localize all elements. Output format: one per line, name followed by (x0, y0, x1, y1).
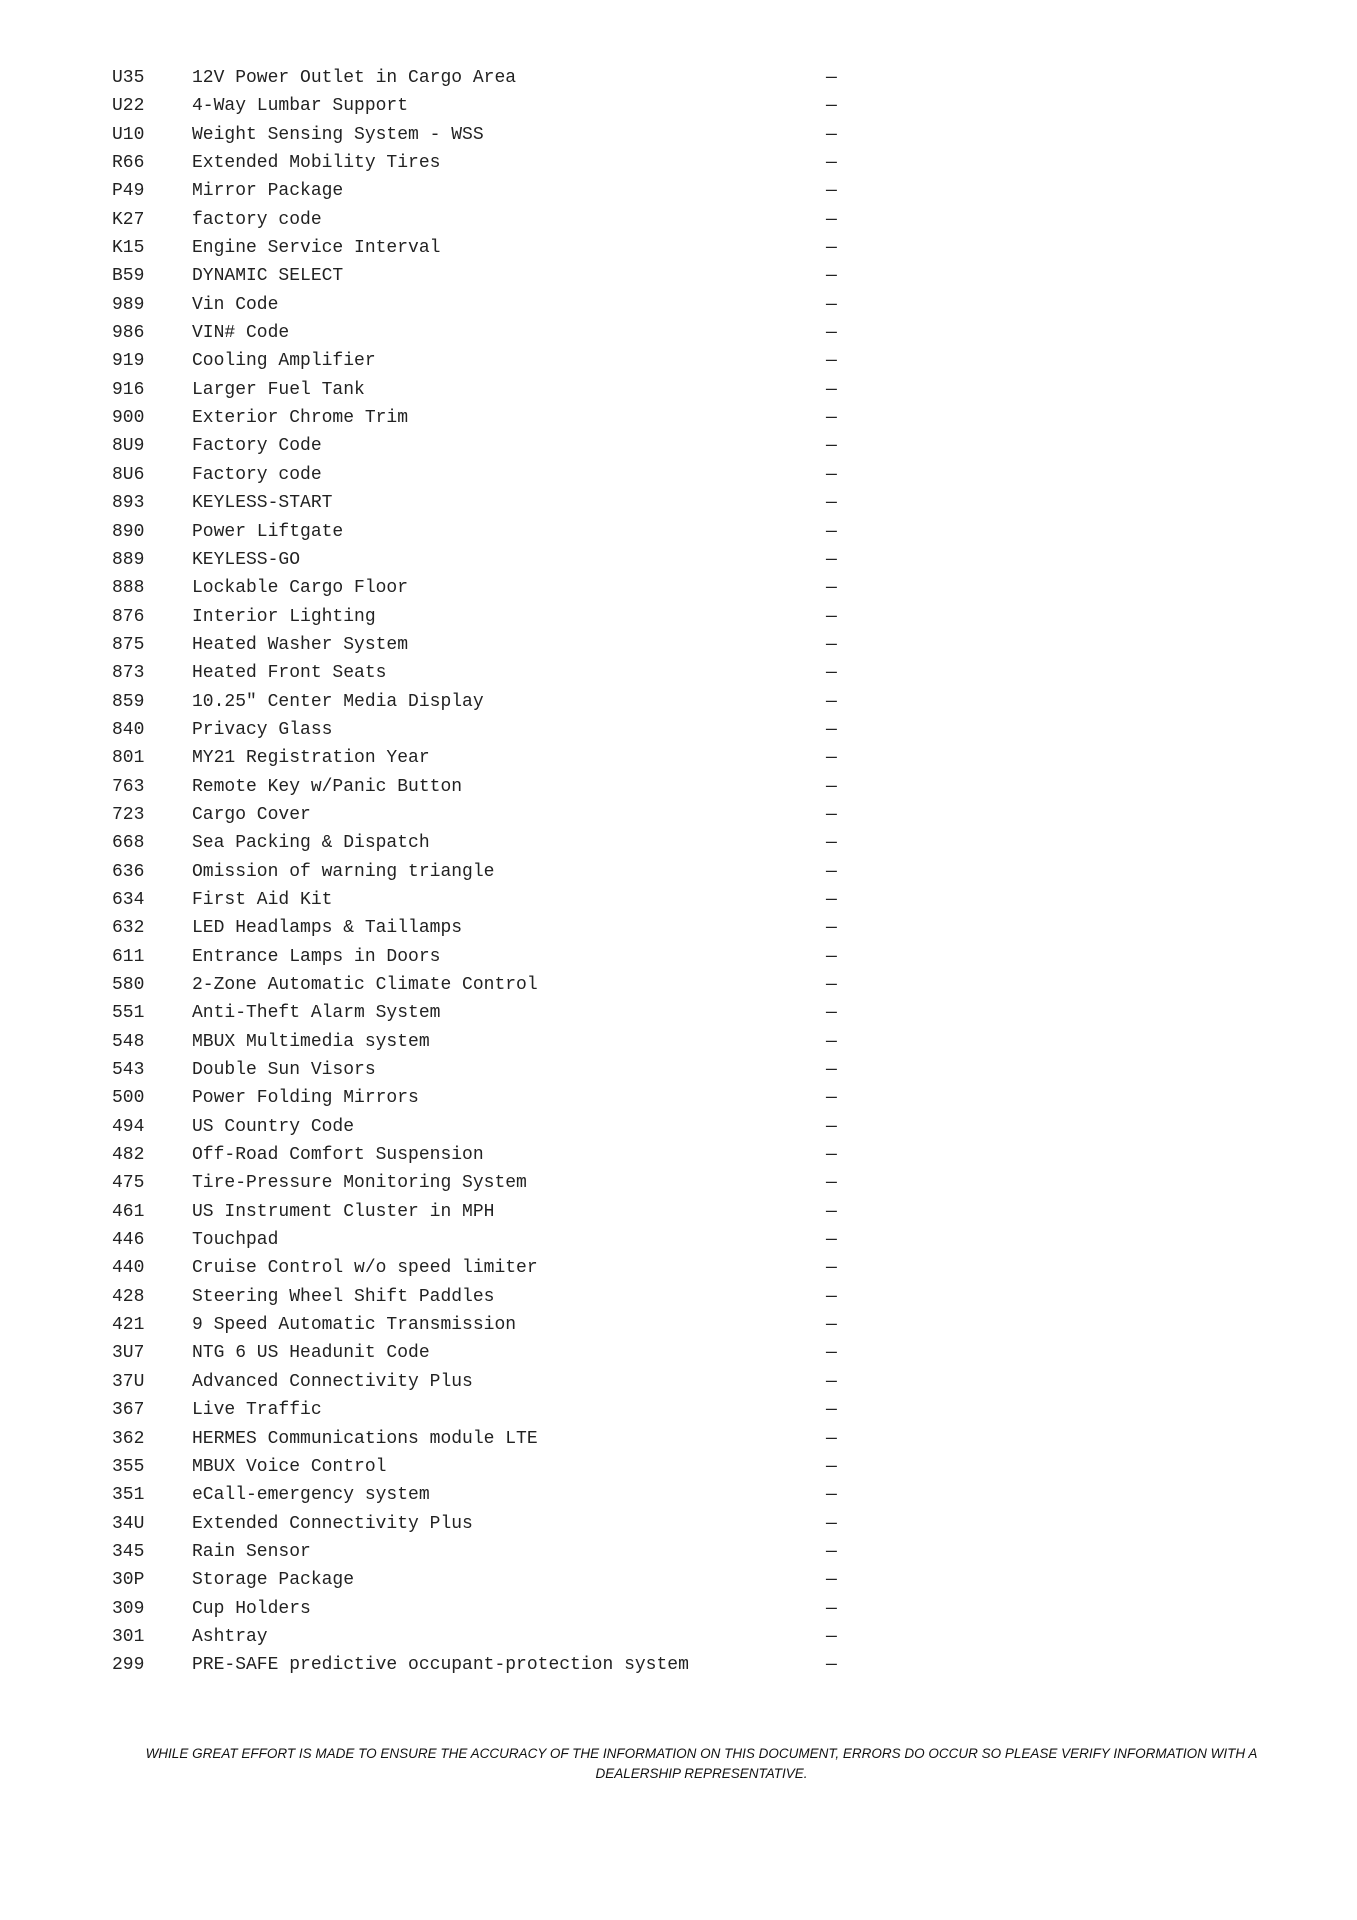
option-description: Larger Fuel Tank (192, 379, 365, 400)
option-description: Touchpad (192, 1230, 279, 1251)
option-row (112, 121, 852, 149)
option-description: eCall-emergency system (192, 1485, 430, 1506)
option-value: — (826, 1371, 837, 1392)
option-row (112, 1198, 852, 1226)
option-row (112, 971, 852, 999)
disclaimer-text: WHILE GREAT EFFORT IS MADE TO ENSURE THE ACCURACY OF THE INFORMATION ON THIS DOCUMENT, ERRORS DO OCCUR SO PLEASE VERIFY INFORMATION WITH A DEALERSHIP REPRESENTATIVE. (145, 1746, 1258, 1781)
option-value: — (826, 975, 837, 995)
option-code: 634 (112, 889, 145, 910)
option-value: — (826, 1570, 837, 1591)
option-code: 30P (112, 1570, 145, 1591)
option-description: MY21 Registration Year (192, 748, 430, 769)
option-row (112, 659, 852, 687)
option-code: 875 (112, 634, 145, 655)
option-code: U10 (112, 124, 145, 145)
option-row (112, 1084, 852, 1112)
option-description: DYNAMIC SELECT (192, 266, 344, 287)
option-row (112, 1226, 852, 1254)
option-value: — (826, 1258, 837, 1279)
option-row (112, 1566, 852, 1594)
option-code: 548 (112, 1031, 145, 1052)
option-row (112, 1113, 852, 1141)
option-row (112, 92, 852, 120)
option-code: 859 (112, 691, 145, 712)
option-value: — (826, 804, 837, 825)
option-row (112, 1595, 852, 1623)
option-value: — (826, 124, 837, 145)
option-description: US Instrument Cluster in MPH (192, 1201, 495, 1222)
option-description: Cup Holders (192, 1598, 311, 1619)
option-description: 4-Way Lumbar Support (192, 96, 409, 117)
option-row (112, 404, 852, 432)
option-row (112, 914, 852, 942)
option-code: 723 (112, 804, 145, 825)
option-row (112, 1396, 852, 1424)
option-code: 3U7 (112, 1343, 145, 1364)
option-row (112, 1028, 852, 1056)
option-value: — (826, 323, 837, 344)
option-code: 351 (112, 1485, 145, 1506)
option-description: Ashtray (192, 1626, 268, 1647)
option-description: Omission of warning triangle (192, 861, 495, 882)
option-description: Cruise Control w/o speed limiter (192, 1258, 538, 1279)
option-code: 8U6 (112, 464, 145, 485)
option-code: 763 (112, 776, 145, 797)
option-code: 461 (112, 1201, 145, 1222)
option-value: — (826, 96, 837, 117)
option-description: Exterior Chrome Trim (192, 408, 409, 429)
option-value: — (826, 1230, 837, 1251)
option-row (112, 688, 852, 716)
option-code: 989 (112, 294, 145, 315)
option-description: Remote Key w/Panic Button (192, 776, 463, 797)
option-code: 668 (112, 833, 145, 854)
option-value: — (826, 634, 837, 655)
option-value: — (826, 1031, 837, 1052)
option-value: — (826, 464, 837, 485)
option-row (112, 262, 852, 290)
option-code: 890 (112, 521, 145, 542)
option-description: PRE-SAFE predictive occupant-protection system (192, 1655, 689, 1676)
option-description: Interior Lighting (192, 606, 376, 627)
option-row (112, 1169, 852, 1197)
option-value: — (826, 1343, 837, 1364)
option-row (112, 177, 852, 205)
option-row (112, 744, 852, 772)
option-value: — (826, 181, 837, 202)
option-code: 632 (112, 918, 145, 939)
option-description: VIN# Code (192, 323, 290, 344)
option-value: — (826, 1145, 837, 1166)
option-code: 551 (112, 1003, 145, 1024)
option-code: 355 (112, 1456, 145, 1477)
option-description: First Aid Kit (192, 889, 333, 910)
option-value: — (826, 776, 837, 797)
option-row (112, 1254, 852, 1282)
option-code: 34U (112, 1513, 145, 1534)
option-value: — (826, 1513, 837, 1534)
option-row (112, 943, 852, 971)
option-value: — (826, 1541, 837, 1562)
option-value: — (826, 748, 837, 769)
option-value: — (826, 68, 837, 88)
option-code: 840 (112, 719, 145, 740)
option-code: 37U (112, 1371, 145, 1392)
option-description: Weight Sensing System - WSS (192, 124, 484, 145)
option-value: — (826, 294, 837, 315)
option-row (112, 319, 852, 347)
option-code: 580 (112, 975, 145, 995)
option-value: — (826, 1003, 837, 1024)
option-description: MBUX Voice Control (192, 1456, 387, 1477)
option-row (112, 603, 852, 631)
option-value: — (826, 1626, 837, 1647)
option-value: — (826, 1456, 837, 1477)
option-code: 893 (112, 493, 145, 514)
option-value: — (826, 1428, 837, 1449)
option-value: — (826, 1655, 837, 1676)
option-value: — (826, 1485, 837, 1506)
option-row (112, 999, 852, 1027)
option-row (112, 432, 852, 460)
option-value: — (826, 1286, 837, 1307)
option-value: — (826, 408, 837, 429)
option-description: LED Headlamps & Taillamps (192, 918, 463, 939)
option-row (112, 716, 852, 744)
option-description: MBUX Multimedia system (192, 1031, 430, 1052)
option-value: — (826, 1088, 837, 1109)
option-description: Extended Connectivity Plus (192, 1513, 473, 1534)
option-value: — (826, 691, 837, 712)
option-value: — (826, 663, 837, 684)
option-row (112, 206, 852, 234)
option-value: — (826, 493, 837, 514)
option-description: Steering Wheel Shift Paddles (192, 1286, 495, 1307)
option-row (112, 886, 852, 914)
option-row (112, 1141, 852, 1169)
option-code: 611 (112, 946, 145, 967)
option-description: Double Sun Visors (192, 1060, 376, 1081)
option-code: K15 (112, 238, 145, 259)
option-description: Vin Code (192, 294, 279, 315)
option-row (112, 574, 852, 602)
option-row (112, 858, 852, 886)
option-row (112, 1481, 852, 1509)
option-code: 8U9 (112, 436, 145, 457)
option-code: 986 (112, 323, 145, 344)
option-code: 367 (112, 1400, 145, 1421)
option-row (112, 489, 852, 517)
option-description: Heated Washer System (192, 634, 409, 655)
option-value: — (826, 1060, 837, 1081)
option-row (112, 1425, 852, 1453)
option-value: — (826, 436, 837, 457)
option-row (112, 773, 852, 801)
option-description: HERMES Communications module LTE (192, 1428, 538, 1449)
option-value: — (826, 719, 837, 740)
option-description: Off-Road Comfort Suspension (192, 1145, 484, 1166)
option-code: 482 (112, 1145, 145, 1166)
option-value: — (826, 578, 837, 599)
option-description: Factory Code (192, 436, 322, 457)
option-description: Entrance Lamps in Doors (192, 946, 441, 967)
option-value: — (826, 833, 837, 854)
option-code: U35 (112, 68, 145, 88)
option-value: — (826, 918, 837, 939)
option-description: Factory code (192, 464, 322, 485)
option-value: — (826, 606, 837, 627)
option-code: 428 (112, 1286, 145, 1307)
option-code-list (112, 64, 852, 1680)
option-value: — (826, 889, 837, 910)
option-code: B59 (112, 266, 145, 287)
option-code: 801 (112, 748, 145, 769)
option-code: 299 (112, 1655, 145, 1676)
option-code: 362 (112, 1428, 145, 1449)
option-value: — (826, 1400, 837, 1421)
option-code: R66 (112, 153, 145, 174)
option-row (112, 291, 852, 319)
option-description: 10.25" Center Media Display (192, 691, 484, 712)
option-description: Heated Front Seats (192, 663, 387, 684)
option-description: Rain Sensor (192, 1541, 311, 1562)
option-row (112, 829, 852, 857)
option-value: — (826, 861, 837, 882)
option-row (112, 1623, 852, 1651)
option-code: 888 (112, 578, 145, 599)
option-value: — (826, 946, 837, 967)
option-value: — (826, 238, 837, 259)
option-code: 889 (112, 549, 145, 570)
option-value: — (826, 209, 837, 230)
option-row (112, 1510, 852, 1538)
option-description: factory code (192, 209, 322, 230)
option-code: 919 (112, 351, 145, 372)
option-code: 301 (112, 1626, 145, 1647)
option-row (112, 1538, 852, 1566)
option-description: Cargo Cover (192, 804, 311, 825)
option-code: 873 (112, 663, 145, 684)
option-description: KEYLESS-START (192, 493, 333, 514)
option-value: — (826, 1315, 837, 1336)
option-row (112, 1311, 852, 1339)
option-code: 876 (112, 606, 145, 627)
option-row (112, 376, 852, 404)
option-code: K27 (112, 209, 145, 230)
option-description: NTG 6 US Headunit Code (192, 1343, 430, 1364)
option-description: Cooling Amplifier (192, 351, 376, 372)
option-code: 900 (112, 408, 145, 429)
option-description: Advanced Connectivity Plus (192, 1371, 473, 1392)
option-code: 440 (112, 1258, 145, 1279)
option-code: 916 (112, 379, 145, 400)
option-description: 12V Power Outlet in Cargo Area (192, 68, 517, 88)
option-description: US Country Code (192, 1116, 355, 1137)
option-row (112, 1339, 852, 1367)
option-value: — (826, 1598, 837, 1619)
option-description: Engine Service Interval (192, 238, 441, 259)
option-row (112, 64, 852, 92)
option-value: — (826, 549, 837, 570)
option-description: Live Traffic (192, 1400, 322, 1421)
option-row (112, 1368, 852, 1396)
option-description: 9 Speed Automatic Transmission (192, 1315, 517, 1336)
option-code: 543 (112, 1060, 145, 1081)
option-value: — (826, 1116, 837, 1137)
option-description: Lockable Cargo Floor (192, 578, 409, 599)
option-row (112, 234, 852, 262)
option-description: Anti-Theft Alarm System (192, 1003, 441, 1024)
option-row (112, 461, 852, 489)
option-row (112, 518, 852, 546)
option-code: 475 (112, 1173, 145, 1194)
option-description: Tire-Pressure Monitoring System (192, 1173, 527, 1194)
option-row (112, 1453, 852, 1481)
option-description: Storage Package (192, 1570, 355, 1591)
option-description: 2-Zone Automatic Climate Control (192, 975, 538, 995)
option-row (112, 1283, 852, 1311)
option-code: 636 (112, 861, 145, 882)
option-row (112, 149, 852, 177)
option-code: U22 (112, 96, 145, 117)
option-value: — (826, 1201, 837, 1222)
option-row (112, 801, 852, 829)
option-description: Privacy Glass (192, 719, 333, 740)
option-code: 345 (112, 1541, 145, 1562)
option-row (112, 546, 852, 574)
option-value: — (826, 153, 837, 174)
option-description: Mirror Package (192, 181, 344, 202)
option-description: KEYLESS-GO (192, 549, 301, 570)
option-value: — (826, 266, 837, 287)
option-code: P49 (112, 181, 145, 202)
option-code: 421 (112, 1315, 145, 1336)
option-value: — (826, 1173, 837, 1194)
option-description: Power Liftgate (192, 521, 344, 542)
option-row (112, 1056, 852, 1084)
option-row (112, 347, 852, 375)
option-description: Sea Packing & Dispatch (192, 833, 430, 854)
option-code: 309 (112, 1598, 145, 1619)
option-description: Power Folding Mirrors (192, 1088, 419, 1109)
option-code: 500 (112, 1088, 145, 1109)
option-value: — (826, 379, 837, 400)
option-row (112, 1651, 852, 1679)
option-code: 494 (112, 1116, 145, 1137)
option-description: Extended Mobility Tires (192, 153, 441, 174)
option-row (112, 631, 852, 659)
option-code: 446 (112, 1230, 145, 1251)
option-value: — (826, 351, 837, 372)
option-value: — (826, 521, 837, 542)
